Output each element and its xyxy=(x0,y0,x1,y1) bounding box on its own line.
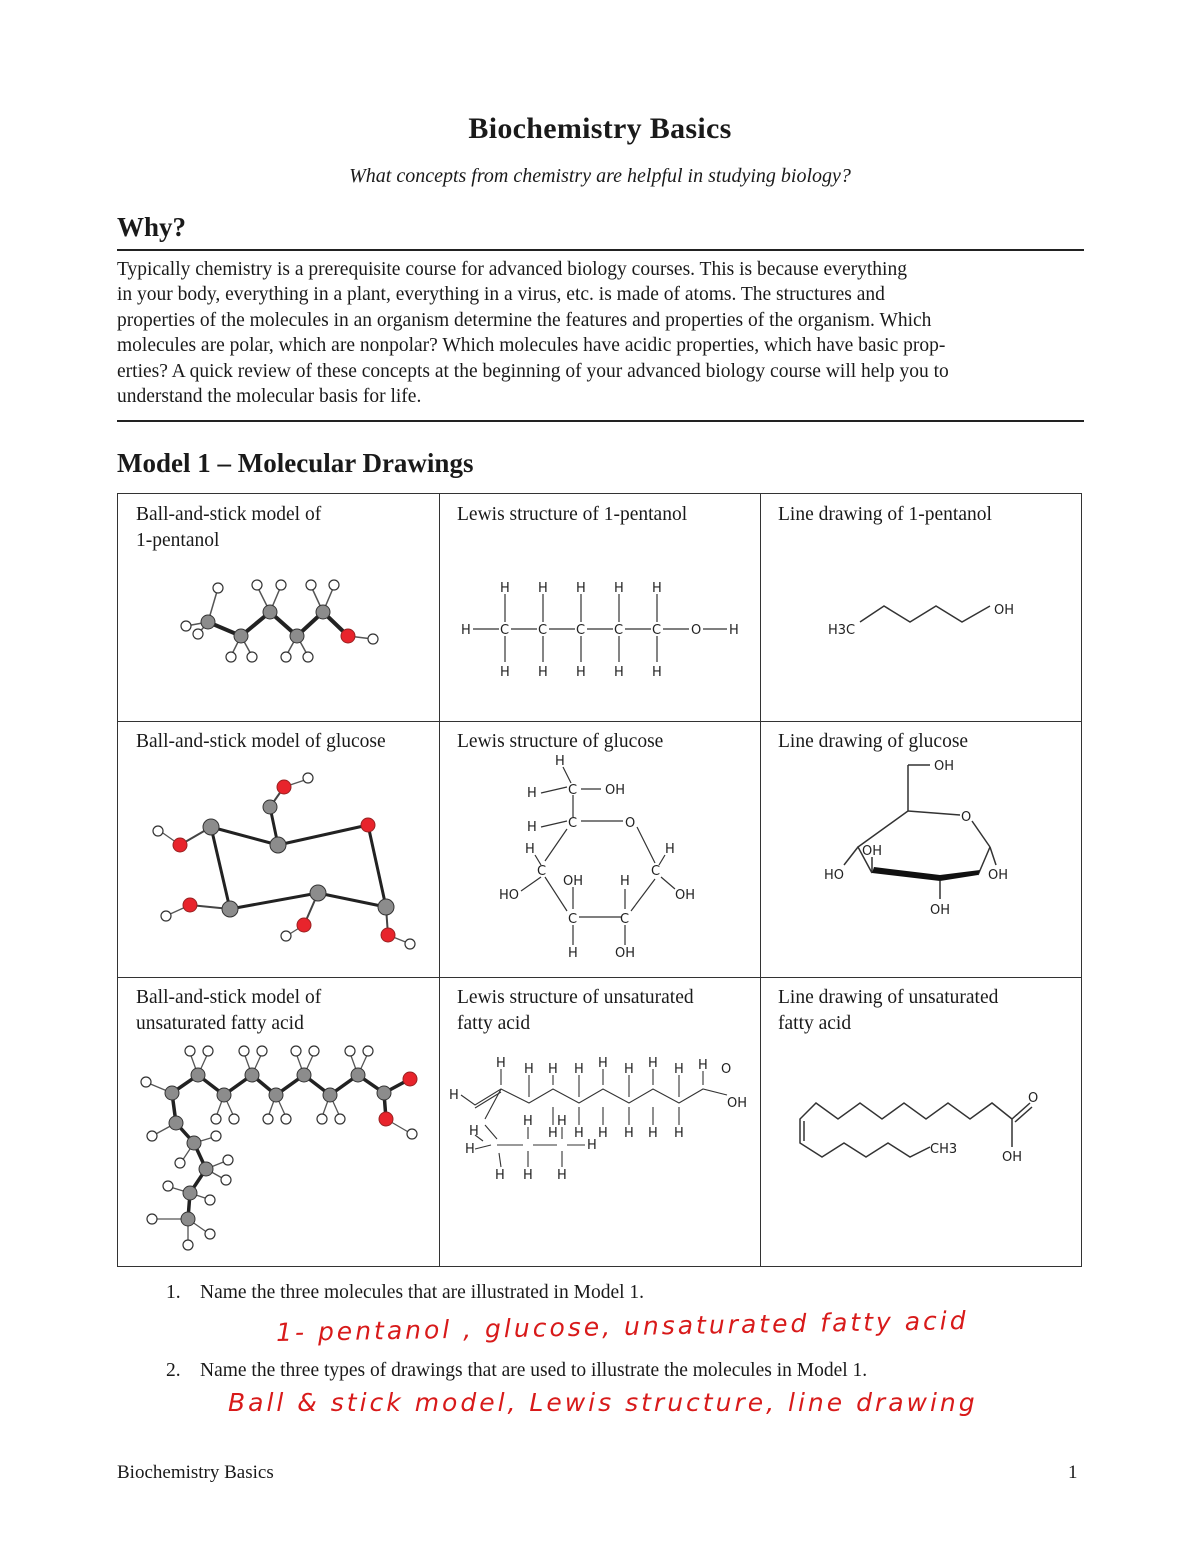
atom-label: H xyxy=(574,1126,584,1141)
atom-label: C xyxy=(500,623,510,638)
atom-label: H xyxy=(587,1138,597,1153)
cell-label-line: Line drawing of glucose xyxy=(778,731,969,752)
atom-label: H xyxy=(555,754,565,769)
atom-label: H xyxy=(557,1114,567,1129)
pentanol-lewis-diagram xyxy=(439,494,760,721)
atom-label: H xyxy=(614,665,624,680)
atom-label: H xyxy=(568,946,578,961)
cell-glucose-ball-stick xyxy=(118,721,439,977)
cell-fatty-acid-line xyxy=(760,977,1083,1268)
cell-label-line: Line drawing of unsaturated xyxy=(778,987,999,1008)
atom-label: OH xyxy=(930,903,951,918)
cell-label-line: Line drawing of 1-pentanol xyxy=(778,504,992,525)
atom-label: C xyxy=(537,864,547,879)
atom-label: H xyxy=(598,1126,608,1141)
atom-label: C xyxy=(576,623,586,638)
why-line: molecules are polar, which are nonpolar? Which molecules have acidic properties, which have basic prop- xyxy=(117,335,946,357)
why-line: understand the molecular basis for life. xyxy=(117,386,422,408)
atom-label: O xyxy=(721,1062,732,1077)
atom-label: HO xyxy=(499,888,520,903)
atom-label: H xyxy=(548,1062,558,1077)
atom-label: CH3 xyxy=(930,1142,958,1157)
cell-fatty-acid-ball-stick xyxy=(118,977,439,1268)
atom-label: C xyxy=(568,912,578,927)
atom-label: H xyxy=(500,665,510,680)
atom-label: C xyxy=(652,623,662,638)
atom-label: OH xyxy=(934,759,955,774)
why-bottom-rule xyxy=(117,420,1084,422)
atom-label: H xyxy=(620,874,630,889)
glucose-ball-stick-diagram xyxy=(118,721,439,977)
atom-label: H xyxy=(574,1062,584,1077)
cell-label-line: fatty acid xyxy=(457,1013,531,1034)
question-1-answer[interactable]: 1- pentanol , glucose, unsaturated fatty acid xyxy=(275,1305,969,1348)
why-heading: Why? xyxy=(117,212,187,242)
atom-label: O xyxy=(625,816,636,831)
question-2 xyxy=(166,1360,867,1382)
atom-label: H xyxy=(598,1056,608,1071)
atom-label: H xyxy=(525,842,535,857)
atom-label: H xyxy=(698,1058,708,1073)
fatty-acid-line-diagram xyxy=(760,977,1083,1268)
fatty-acid-lewis-diagram xyxy=(439,977,760,1268)
atom-label: O xyxy=(1028,1091,1039,1106)
cell-pentanol-line xyxy=(760,494,1083,721)
atom-label: C xyxy=(651,864,661,879)
atom-label: C xyxy=(614,623,624,638)
footer-title: Biochemistry Basics xyxy=(117,1462,274,1483)
atom-label: OH xyxy=(675,888,696,903)
cell-label-line: Lewis structure of glucose xyxy=(457,731,664,752)
cell-pentanol-ball-stick xyxy=(118,494,439,721)
atom-label: OH xyxy=(1002,1150,1023,1165)
atom-label: OH xyxy=(605,783,626,798)
atom-label: H xyxy=(674,1126,684,1141)
cell-pentanol-lewis xyxy=(439,494,760,721)
why-top-rule xyxy=(117,249,1084,251)
cell-label-line: Ball-and-stick model of xyxy=(136,987,322,1008)
model-grid xyxy=(117,493,1082,1267)
atom-label: H xyxy=(624,1126,634,1141)
atom-label: H xyxy=(548,1126,558,1141)
cell-label-line: 1-pentanol xyxy=(136,530,220,551)
atom-label: C xyxy=(620,912,630,927)
cell-glucose-lewis xyxy=(439,721,760,977)
glucose-line-diagram xyxy=(760,721,1083,977)
atom-label: OH xyxy=(862,844,883,859)
atom-label: O xyxy=(691,623,702,638)
question-text: Name the three molecules that are illustrated in Model 1. xyxy=(200,1282,645,1303)
atom-label: H xyxy=(495,1168,505,1183)
atom-label: OH xyxy=(615,946,636,961)
atom-label: H xyxy=(527,786,537,801)
cell-label-line: Ball-and-stick model of xyxy=(136,504,322,525)
atom-label: H xyxy=(524,1062,534,1077)
cell-label-line: Lewis structure of 1-pentanol xyxy=(457,504,688,525)
cell-label-line: Lewis structure of unsaturated xyxy=(457,987,694,1008)
atom-label: O xyxy=(961,810,972,825)
question-text: Name the three types of drawings that are used to illustrate the molecules in Model 1. xyxy=(200,1360,868,1381)
atom-label: H xyxy=(576,581,586,596)
question-number: 2. xyxy=(166,1360,181,1381)
cell-label-line: fatty acid xyxy=(778,1013,852,1034)
atom-label: H xyxy=(648,1056,658,1071)
atom-label: C xyxy=(568,816,578,831)
atom-label: H xyxy=(538,665,548,680)
question-1 xyxy=(166,1282,644,1304)
pentanol-ball-stick-diagram xyxy=(118,494,439,721)
atom-label: H xyxy=(538,581,548,596)
page-subtitle: What concepts from chemistry are helpful in studying biology? xyxy=(349,165,851,187)
model-heading: Model 1 – Molecular Drawings xyxy=(117,448,474,478)
atom-label: H xyxy=(624,1062,634,1077)
atom-label: H xyxy=(665,842,675,857)
atom-label: H3C xyxy=(828,623,856,638)
page-number: 1 xyxy=(1068,1462,1078,1483)
atom-label: OH xyxy=(563,874,584,889)
atom-label: H xyxy=(652,581,662,596)
atom-label: H xyxy=(674,1062,684,1077)
atom-label: H xyxy=(576,665,586,680)
atom-label: OH xyxy=(727,1096,748,1111)
atom-label: OH xyxy=(994,603,1015,618)
atom-label: H xyxy=(652,665,662,680)
atom-label: OH xyxy=(988,868,1009,883)
atom-label: H xyxy=(523,1168,533,1183)
cell-glucose-line xyxy=(760,721,1083,977)
pentanol-line-diagram xyxy=(760,494,1083,721)
atom-label: H xyxy=(527,820,537,835)
atom-label: H xyxy=(614,581,624,596)
why-line: in your body, everything in a plant, everything in a virus, etc. is made of atoms. The structures and xyxy=(117,284,885,306)
atom-label: C xyxy=(568,783,578,798)
question-2-answer[interactable]: Ball & stick model, Lewis structure, line drawing xyxy=(228,1388,978,1417)
atom-label: C xyxy=(538,623,548,638)
why-line: properties of the molecules in an organism determine the features and properties of the organism. Which xyxy=(117,309,932,331)
fatty-acid-ball-stick-diagram xyxy=(118,977,439,1268)
atom-label: HO xyxy=(824,868,845,883)
why-line: Typically chemistry is a prerequisite course for advanced biology courses. This is because everything xyxy=(117,259,907,280)
atom-label: H xyxy=(465,1142,475,1157)
atom-label: H xyxy=(648,1126,658,1141)
page-title: Biochemistry Basics xyxy=(468,112,732,145)
cell-label-line: Ball-and-stick model of glucose xyxy=(136,731,386,752)
why-paragraph xyxy=(117,257,1084,409)
atom-label: H xyxy=(461,623,471,638)
atom-label: H xyxy=(729,623,739,638)
cell-label-line: unsaturated fatty acid xyxy=(136,1013,304,1034)
question-number: 1. xyxy=(166,1282,181,1303)
glucose-lewis-diagram xyxy=(439,721,760,977)
why-line: erties? A quick review of these concepts at the beginning of your advanced biology course will help you to xyxy=(117,360,949,382)
atom-label: H xyxy=(557,1168,567,1183)
atom-label: H xyxy=(449,1088,459,1103)
atom-label: H xyxy=(500,581,510,596)
atom-label: H xyxy=(469,1124,479,1139)
atom-label: H xyxy=(523,1114,533,1129)
cell-fatty-acid-lewis xyxy=(439,977,760,1268)
atom-label: H xyxy=(496,1056,506,1071)
